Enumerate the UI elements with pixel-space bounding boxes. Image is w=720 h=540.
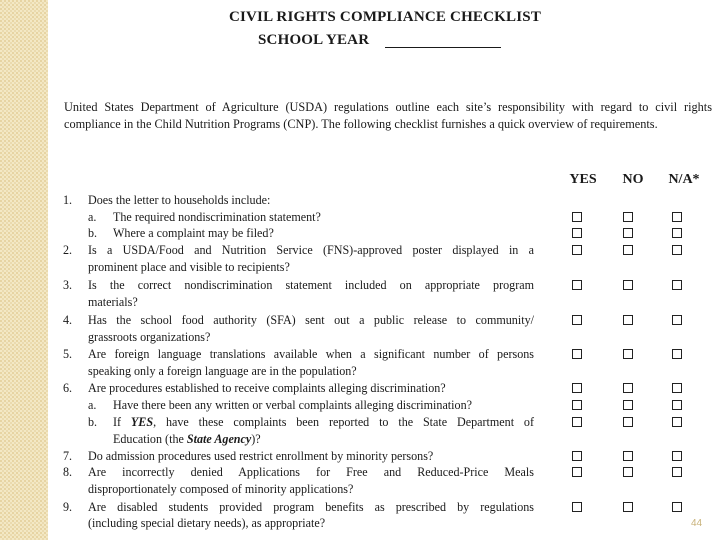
item-text-line1 <box>113 414 534 431</box>
item-letter: a. <box>88 398 97 412</box>
checkbox-na[interactable] <box>672 280 682 290</box>
item-text-line1: Are incorrectly denied Applications for Free and Reduced-Price Meals <box>88 465 534 479</box>
emphasis-yes: YES <box>130 415 154 429</box>
checkbox-yes[interactable] <box>572 502 582 512</box>
checklist-item-5-cont <box>0 363 720 381</box>
checkbox-no[interactable] <box>623 467 633 477</box>
item-text-line1: Are foreign language translations available when a significant number of persons <box>88 347 534 361</box>
checkbox-yes[interactable] <box>572 228 582 238</box>
checklist-item-8-cont <box>0 481 720 499</box>
item-text-line2: disproportionately composed of minority applications? <box>88 482 354 496</box>
checkbox-no[interactable] <box>623 280 633 290</box>
school-year-label: SCHOOL YEAR <box>258 32 370 48</box>
checkbox-na[interactable] <box>672 417 682 427</box>
checkbox-yes[interactable] <box>572 315 582 325</box>
item-text: Have there been any written or verbal complaints alleging discrimination? <box>113 398 472 412</box>
item-text: Where a complaint may be filed? <box>113 226 274 240</box>
checkbox-yes[interactable] <box>572 467 582 477</box>
checklist-item-2-cont <box>0 259 720 277</box>
item-text-line2: (including special dietary needs), as appropriate? <box>88 516 326 530</box>
checklist-item-2 <box>0 242 720 260</box>
checklist-item-3 <box>0 277 720 295</box>
checkbox-no[interactable] <box>623 417 633 427</box>
item-number: 1. <box>63 193 73 207</box>
checkbox-no[interactable] <box>623 451 633 461</box>
emphasis-state-agency: State Agency <box>186 432 252 446</box>
checklist-item-5 <box>0 346 720 364</box>
item-letter: a. <box>88 210 97 224</box>
checkbox-no[interactable] <box>623 349 633 359</box>
text-fragment: , have these complaints been reported to the State Department of <box>153 415 534 429</box>
checkbox-no[interactable] <box>623 315 633 325</box>
checkbox-no[interactable] <box>623 228 633 238</box>
checklist-item-1 <box>0 192 720 210</box>
item-number: 9. <box>63 500 73 514</box>
school-year-blank[interactable] <box>385 30 501 48</box>
item-letter: b. <box>88 415 98 429</box>
checkbox-na[interactable] <box>672 349 682 359</box>
checkbox-yes[interactable] <box>572 245 582 255</box>
page-title: CIVIL RIGHTS COMPLIANCE CHECKLIST <box>228 9 542 25</box>
text-fragment: If <box>113 415 131 429</box>
checkbox-no[interactable] <box>623 400 633 410</box>
column-header-no: NO <box>622 172 644 187</box>
checkbox-na[interactable] <box>672 315 682 325</box>
item-text: Are procedures established to receive complaints alleging discrimination? <box>88 381 446 395</box>
item-text-line1: Is the correct nondiscrimination statement included on appropriate program <box>88 278 534 292</box>
checklist-item-3-cont <box>0 294 720 312</box>
intro-paragraph: United States Department of Agriculture (USDA) regulations outline each site’s responsibility with regard to civil rights compliance in the Child Nutrition Programs (CNP). The following checklist furnishes a quick overview of requirements. <box>64 100 712 131</box>
text-fragment: )? <box>251 432 261 446</box>
column-header-yes: YES <box>569 172 597 187</box>
column-header-na: N/A* <box>668 172 700 187</box>
item-text-line2: speaking only a foreign language are in the population? <box>88 364 357 378</box>
checklist-item-1b <box>0 225 720 243</box>
checkbox-na[interactable] <box>672 502 682 512</box>
checkbox-yes[interactable] <box>572 417 582 427</box>
item-text-line1: Has the school food authority (SFA) sent out a public release to community/ <box>88 313 534 327</box>
item-text: The required nondiscrimination statement? <box>113 210 321 224</box>
checkbox-na[interactable] <box>672 467 682 477</box>
checkbox-na[interactable] <box>672 400 682 410</box>
item-number: 2. <box>63 243 73 257</box>
page-number: 44 <box>691 518 703 529</box>
school-year-line <box>258 32 501 50</box>
item-number: 6. <box>63 381 73 395</box>
checklist-item-4-cont <box>0 329 720 347</box>
checkbox-na[interactable] <box>672 212 682 222</box>
item-number: 7. <box>63 449 73 463</box>
item-text-line1: Is a USDA/Food and Nutrition Service (FNS)-approved poster displayed in a <box>88 243 534 257</box>
checklist-item-6 <box>0 380 720 398</box>
item-text-line2 <box>113 431 261 448</box>
item-number: 3. <box>63 278 73 292</box>
checkbox-yes[interactable] <box>572 383 582 393</box>
item-number: 8. <box>63 465 73 479</box>
checkbox-yes[interactable] <box>572 280 582 290</box>
checkbox-na[interactable] <box>672 228 682 238</box>
checkbox-yes[interactable] <box>572 400 582 410</box>
item-text-line2: grassroots organizations? <box>88 330 211 344</box>
checklist-item-6a <box>0 397 720 415</box>
item-text: Do admission procedures used restrict enrollment by minority persons? <box>88 449 434 463</box>
item-number: 4. <box>63 313 73 327</box>
checkbox-no[interactable] <box>623 245 633 255</box>
checklist-item-8 <box>0 464 720 482</box>
checkbox-na[interactable] <box>672 383 682 393</box>
checkbox-na[interactable] <box>672 245 682 255</box>
item-text-line2: prominent place and visible to recipients? <box>88 260 290 274</box>
checklist-item-4 <box>0 312 720 330</box>
checkbox-yes[interactable] <box>572 212 582 222</box>
checkbox-no[interactable] <box>623 383 633 393</box>
checkbox-yes[interactable] <box>572 451 582 461</box>
item-text-line1: Are disabled students provided program benefits as prescribed by regulations <box>88 500 534 514</box>
checklist-item-6b <box>0 414 720 432</box>
checkbox-no[interactable] <box>623 212 633 222</box>
checklist-item-9-cont <box>0 515 720 533</box>
item-text-line2: materials? <box>88 295 138 309</box>
checkbox-yes[interactable] <box>572 349 582 359</box>
item-text: Does the letter to households include: <box>88 193 271 207</box>
item-letter: b. <box>88 226 98 240</box>
item-number: 5. <box>63 347 73 361</box>
checkbox-no[interactable] <box>623 502 633 512</box>
text-fragment: Education (the <box>113 432 187 446</box>
checkbox-na[interactable] <box>672 451 682 461</box>
checklist-item-6b-cont <box>0 431 720 449</box>
